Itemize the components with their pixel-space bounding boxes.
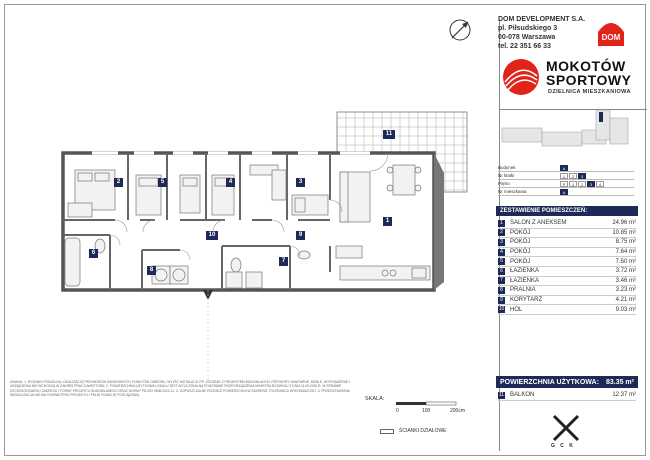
info-label: Budynek bbox=[498, 165, 516, 170]
room-name: SALON Z ANEKSEM bbox=[510, 220, 567, 227]
rooms-header: ZESTAWIENIE POMIESZCZEŃ: bbox=[496, 206, 638, 216]
room-name: POKÓJ bbox=[510, 258, 531, 265]
legal-notes: UWAGA: 1. RYSUNKI POKAZUJĄ LOKALIZACJĘ PRZYBORÓW SANITARNYCH, PUNKTÓW ODBIORU, WYJŚĆ INSTALACJI ITP. ZGODNIE Z PROJEKTEM BUDOWLANYM. PRZYBORY SANITARNE, MEBLE, WYPOSAŻENIE I URZĄDZENIA NIE WCHODZĄ W ZAKRES PRAC INWESTORA. 2. POWIERZCHNIA UŻYTKOWA LOKALU JEST WYLICZONA NA PODSTAWIE ROZPORZĄDZENIA MINISTRA ROZWOJU Z DNIA 11.09.2020 R. W SPRAWIE SZCZEGÓŁOWEGO ZAKRESU I FORMY PROJEKTU BUDOWLANEGO ORAZ NORMY PN-ISO 9836:2022-11. 3. DOPUSZCZALNE RÓŻNICE POWIERZCHNI W ZAKRESIE TOLERANCJI WYKONAWCZEJ. 4. PRZEDSTAWIONA WIZUALIZACJA NIE MA CHARAKTERU PROJEKTU I PEŁNI FUNKCJĘ POGLĄDOWĄ. bbox=[10, 380, 350, 397]
info-cell: P bbox=[560, 181, 568, 187]
stadium-logo-icon bbox=[502, 58, 540, 96]
svg-text:DOM: DOM bbox=[601, 33, 621, 42]
info-row bbox=[498, 180, 634, 188]
room-name: PRALNIA bbox=[510, 287, 536, 294]
scale-bar bbox=[394, 400, 494, 414]
info-label: Piętro bbox=[498, 181, 510, 186]
info-row bbox=[498, 172, 634, 180]
usable-area-label: POWIERZCHNIA UŻYTKOWA: bbox=[500, 378, 599, 386]
room-number: 3 bbox=[498, 239, 505, 246]
room-area: 10.85 m² bbox=[612, 229, 636, 236]
room-row bbox=[498, 277, 636, 287]
room-number: 2 bbox=[498, 229, 505, 236]
room-row bbox=[498, 229, 636, 239]
brand-line-3: DZIELNICA MIESZKANIOWA bbox=[548, 89, 631, 95]
dom-development-logo bbox=[594, 18, 628, 48]
info-cell: A bbox=[560, 189, 568, 195]
gck-text: G C K bbox=[551, 443, 575, 449]
project-logo bbox=[502, 56, 637, 102]
room-area: 24.96 m² bbox=[612, 220, 636, 227]
room-name: HOL bbox=[510, 306, 523, 313]
room-row bbox=[498, 296, 636, 306]
info-cell: 1 bbox=[560, 173, 568, 179]
room-row bbox=[498, 219, 636, 229]
plan-label-4: 4 bbox=[226, 178, 235, 187]
svg-text:200cm: 200cm bbox=[450, 408, 466, 414]
room-number: 7 bbox=[498, 277, 505, 284]
plan-label-6: 6 bbox=[89, 249, 98, 258]
room-name: POKÓJ bbox=[510, 239, 531, 246]
info-cell: A bbox=[560, 165, 568, 171]
partition-wall-swatch bbox=[380, 429, 394, 434]
room-name: KORYTARZ bbox=[510, 297, 543, 304]
room-area: 9.03 m² bbox=[615, 306, 636, 313]
room-row bbox=[498, 286, 636, 296]
info-cell: 4 bbox=[596, 181, 604, 187]
room-row bbox=[498, 305, 636, 315]
plan-label-1: 1 bbox=[383, 217, 392, 226]
info-cell: 3 bbox=[578, 173, 586, 179]
room-number: 9 bbox=[498, 297, 505, 304]
site-key-plan bbox=[498, 108, 634, 160]
room-number: 4 bbox=[498, 249, 505, 256]
plan-label-11: 11 bbox=[383, 130, 395, 139]
balcony-area: 12.37 m² bbox=[612, 392, 636, 399]
floor-plan bbox=[40, 10, 490, 380]
apartment-info-table bbox=[498, 164, 634, 196]
room-name: POKÓJ bbox=[510, 229, 531, 236]
info-cell: 2 bbox=[578, 181, 586, 187]
wall-legend bbox=[380, 428, 447, 434]
brand-line-1: MOKOTÓW bbox=[546, 58, 626, 74]
brand-line-2: SPORTOWY bbox=[546, 72, 632, 88]
room-row bbox=[498, 248, 636, 258]
plan-label-2: 2 bbox=[114, 178, 123, 187]
rooms-list bbox=[498, 219, 636, 315]
plan-label-3: 3 bbox=[296, 178, 305, 187]
info-label: Nr mieszkania bbox=[498, 189, 527, 194]
plan-label-8: 8 bbox=[147, 266, 156, 275]
room-area: 7.64 m² bbox=[615, 249, 636, 256]
svg-text:100: 100 bbox=[422, 408, 431, 414]
room-number: 10 bbox=[498, 306, 505, 313]
room-name: POKÓJ bbox=[510, 249, 531, 256]
room-area: 3.72 m² bbox=[615, 268, 636, 275]
info-cell: 3 bbox=[587, 181, 595, 187]
room-name: ŁAZIENKA bbox=[510, 268, 540, 275]
room-number: 8 bbox=[498, 287, 505, 294]
info-label: Nr klatki bbox=[498, 173, 515, 178]
balcony-number: 11 bbox=[498, 391, 505, 398]
room-name: ŁAZIENKA bbox=[510, 277, 540, 284]
plan-label-5: 5 bbox=[158, 178, 167, 187]
room-area: 8.75 m² bbox=[615, 239, 636, 246]
balcony-row bbox=[498, 391, 636, 401]
room-area: 3.23 m² bbox=[615, 287, 636, 294]
room-area: 7.50 m² bbox=[615, 258, 636, 265]
scale-label: SKALA: bbox=[365, 396, 385, 402]
room-number: 6 bbox=[498, 268, 505, 275]
room-number: 5 bbox=[498, 258, 505, 265]
balcony-name: BALKON bbox=[510, 392, 535, 399]
plan-label-7: 7 bbox=[279, 257, 288, 266]
company-address: DOM DEVELOPMENT S.A. pl. Piłsudskiego 3 00-078 Warszawa tel. 22 351 66 33 bbox=[498, 16, 586, 50]
legend-label: ŚCIANKI DZIAŁOWE bbox=[399, 428, 447, 434]
info-cell: 1 bbox=[569, 181, 577, 187]
room-area: 4.21 m² bbox=[615, 297, 636, 304]
info-row bbox=[498, 188, 634, 196]
info-row bbox=[498, 164, 634, 172]
usable-area-value: 83.35 m² bbox=[605, 378, 634, 386]
north-arrow-icon bbox=[450, 20, 470, 40]
usable-area-bar bbox=[496, 376, 638, 388]
svg-text:0: 0 bbox=[396, 408, 399, 414]
room-area: 3.46 m² bbox=[615, 277, 636, 284]
room-row bbox=[498, 257, 636, 267]
plan-label-9: 9 bbox=[296, 231, 305, 240]
room-row bbox=[498, 238, 636, 248]
plan-label-10: 10 bbox=[206, 231, 218, 240]
room-row bbox=[498, 267, 636, 277]
info-cell: 2 bbox=[569, 173, 577, 179]
room-number: 1 bbox=[498, 220, 505, 227]
